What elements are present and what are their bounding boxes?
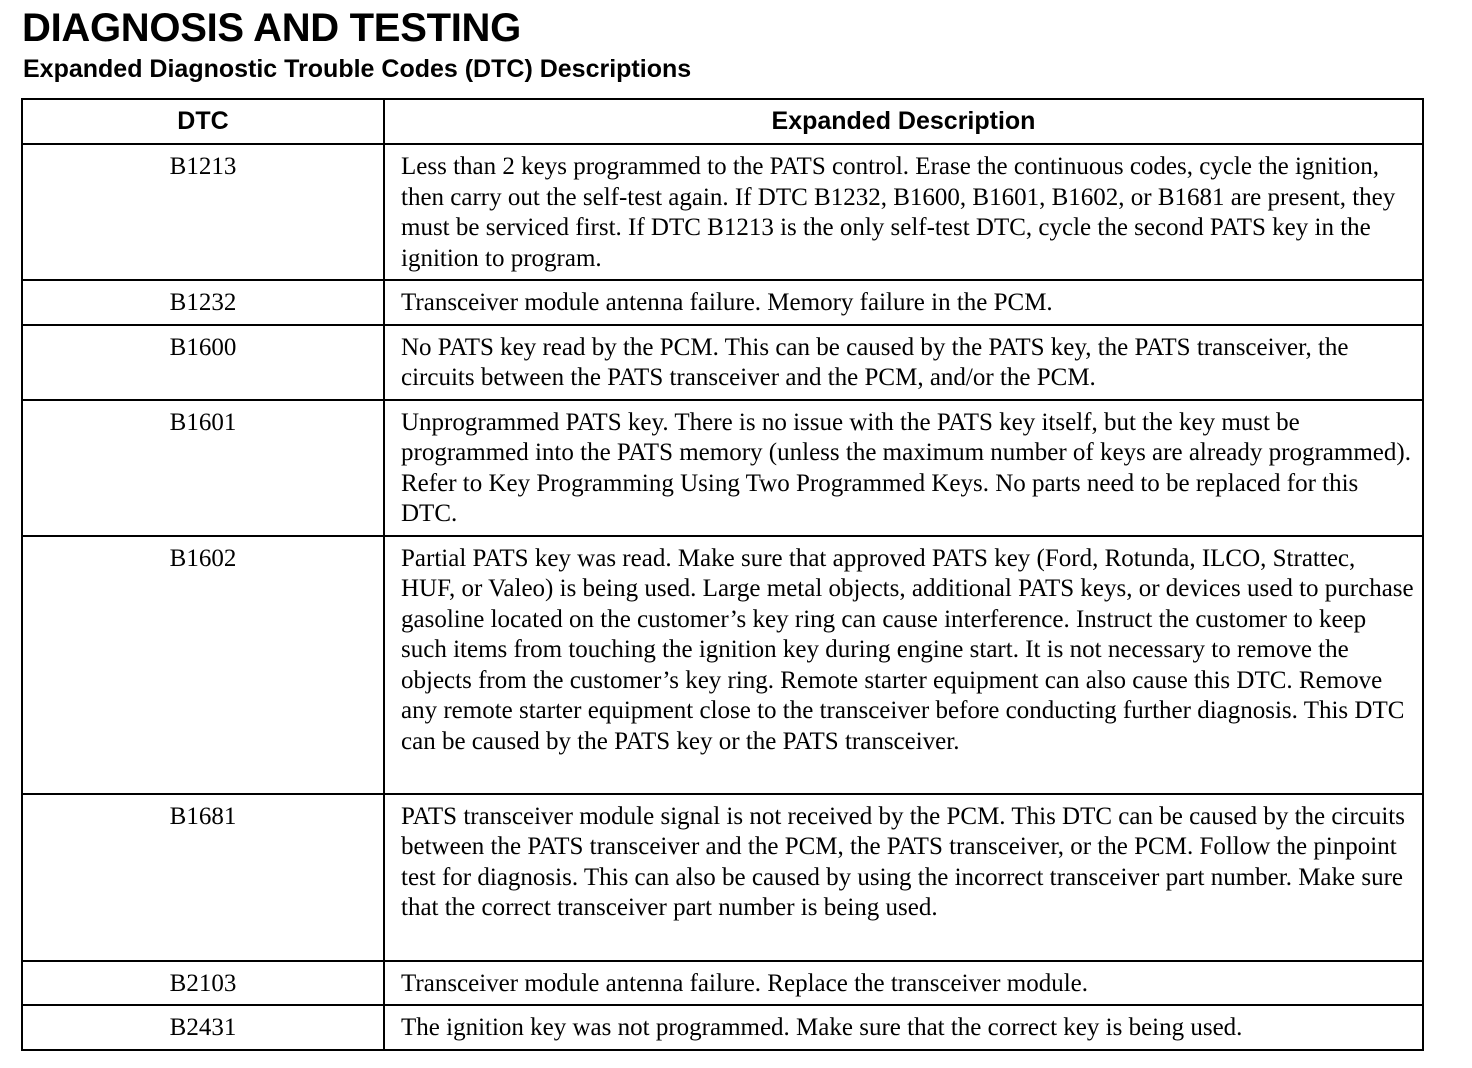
table-row (22, 961, 1423, 1006)
dtc-description-cell: Partial PATS key was read. Make sure that approved PATS key (Ford, Rotunda, ILCO, Strattec, HUF, or Valeo) is being used. Large metal objects, additional PATS keys, or devices used to purchase gasoline located on the customer’s key ring can cause interference. Instruct the customer to keep such items from touching the ignition key during engine start. It is not necessary to remove the objects from the customer’s key ring. Remote starter equipment can also cause this DTC. Remove any remote starter equipment close to the transceiver before conducting further diagnosis. This DTC can be caused by the PATS key or the PATS transceiver. (384, 536, 1423, 794)
page-title: DIAGNOSIS AND TESTING (22, 6, 521, 50)
table-row (22, 325, 1423, 400)
table-row (22, 280, 1423, 325)
dtc-description-cell: Less than 2 keys programmed to the PATS control. Erase the continuous codes, cycle the ignition, then carry out the self-test again. If DTC B1232, B1600, B1601, B1602, or B1681 are present, they must be serviced first. If DTC B1213 is the only self-test DTC, cycle the second PATS key in the ignition to program. (384, 144, 1423, 280)
dtc-description-cell: The ignition key was not programmed. Make sure that the correct key is being used. (384, 1005, 1423, 1050)
dtc-code-cell: B2103 (22, 961, 384, 1006)
page-subtitle: Expanded Diagnostic Trouble Codes (DTC) Descriptions (23, 55, 692, 83)
table-header-row (22, 99, 1423, 144)
dtc-code-cell: B1681 (22, 794, 384, 961)
dtc-code-cell: B1601 (22, 400, 384, 536)
dtc-table (21, 98, 1424, 1051)
table-row (22, 536, 1423, 794)
table-row (22, 400, 1423, 536)
dtc-code-cell: B2431 (22, 1005, 384, 1050)
column-header-description: Expanded Description (384, 99, 1423, 144)
dtc-code-cell: B1602 (22, 536, 384, 794)
table-row (22, 1005, 1423, 1050)
table-row (22, 794, 1423, 961)
dtc-description-cell: No PATS key read by the PCM. This can be caused by the PATS key, the PATS transceiver, the circuits between the PATS transceiver and the PCM, and/or the PCM. (384, 325, 1423, 400)
dtc-code-cell: B1213 (22, 144, 384, 280)
column-header-dtc: DTC (22, 99, 384, 144)
dtc-description-cell: PATS transceiver module signal is not received by the PCM. This DTC can be caused by the circuits between the PATS transceiver and the PCM, the PATS transceiver, or the PCM. Follow the pinpoint test for diagnosis. This can also be caused by using the incorrect transceiver part number. Make sure that the correct transceiver part number is being used. (384, 794, 1423, 961)
dtc-description-cell: Transceiver module antenna failure. Memory failure in the PCM. (384, 280, 1423, 325)
dtc-description-cell: Unprogrammed PATS key. There is no issue with the PATS key itself, but the key must be programmed into the PATS memory (unless the maximum number of keys are already programmed). Refer to Key Programming Using Two Programmed Keys. No parts need to be replaced for this DTC. (384, 400, 1423, 536)
table-row (22, 144, 1423, 280)
dtc-code-cell: B1232 (22, 280, 384, 325)
dtc-description-cell: Transceiver module antenna failure. Replace the transceiver module. (384, 961, 1423, 1006)
dtc-code-cell: B1600 (22, 325, 384, 400)
